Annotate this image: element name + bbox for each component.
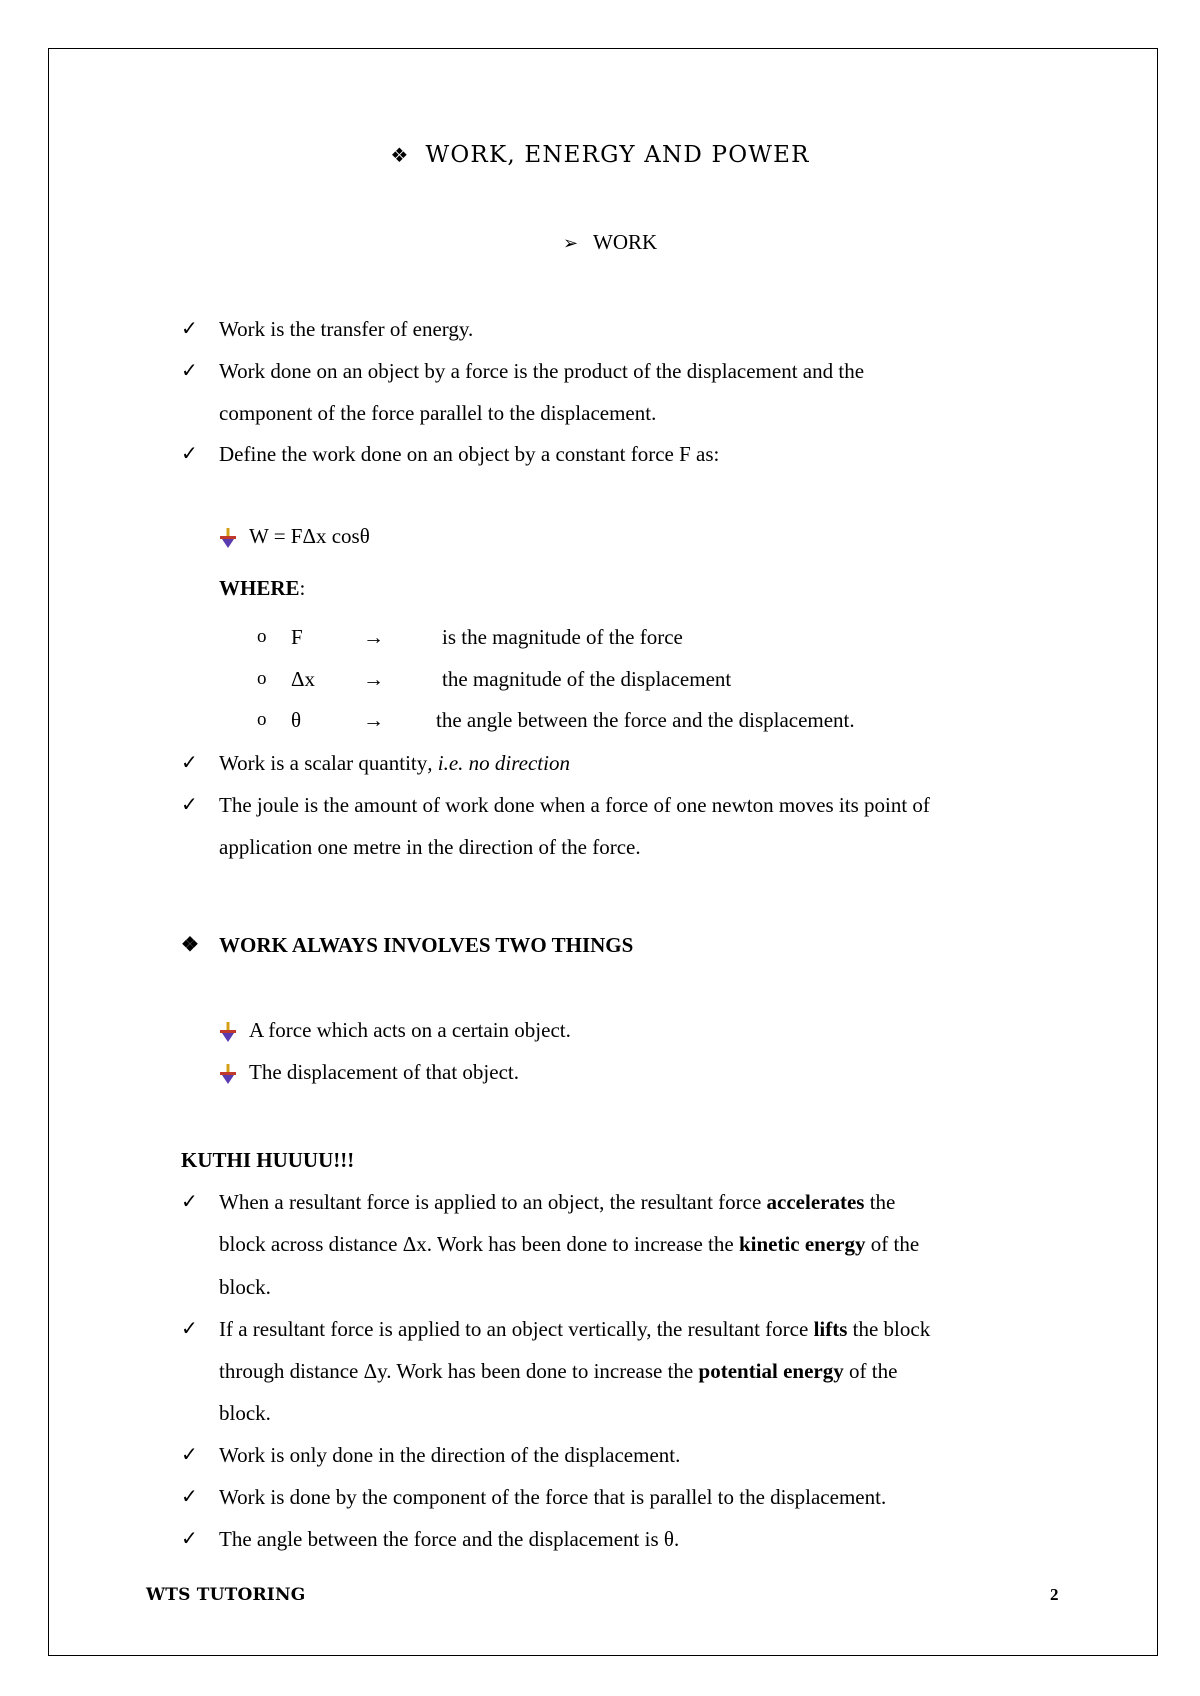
formula bbox=[219, 523, 370, 549]
checkmark-icon: ✓ bbox=[181, 318, 198, 340]
list-item-text bbox=[219, 1316, 930, 1342]
list-item bbox=[0, 750, 1200, 776]
list-item-continuation bbox=[0, 1400, 1200, 1426]
definition-text: the magnitude of the displacement bbox=[442, 667, 732, 691]
list-item bbox=[0, 1442, 1200, 1468]
section-heading-text: WORK bbox=[593, 230, 658, 254]
checkmark-icon: ✓ bbox=[181, 1486, 198, 1508]
section-heading-two-things bbox=[0, 932, 1200, 958]
checkmark-icon: ✓ bbox=[181, 752, 198, 774]
checkmark-icon: ✓ bbox=[181, 443, 198, 465]
checkmark-icon: ✓ bbox=[181, 1444, 198, 1466]
text-run: the block bbox=[847, 1317, 931, 1341]
where-label-text: WHERE bbox=[219, 576, 300, 600]
bold-term: accelerates bbox=[766, 1190, 865, 1214]
scalar-italic-text: , i.e. no direction bbox=[427, 751, 570, 775]
list-item bbox=[0, 1189, 1200, 1215]
list-item bbox=[0, 441, 1200, 467]
scalar-text: Work is a scalar quantity bbox=[219, 751, 428, 775]
list-item-continuation bbox=[0, 400, 1200, 426]
list-item-text: block. bbox=[219, 1275, 271, 1299]
text-run: of the bbox=[865, 1232, 920, 1256]
arrow-down-bullet-icon bbox=[219, 527, 237, 549]
definition-text: is the magnitude of the force bbox=[442, 625, 683, 649]
definition-row bbox=[0, 624, 1200, 650]
list-item-text bbox=[219, 750, 570, 776]
bold-term: potential energy bbox=[698, 1359, 844, 1383]
list-item-text: Work is the transfer of energy. bbox=[219, 317, 474, 341]
right-arrow-icon: → bbox=[363, 667, 384, 691]
list-item-text: component of the force parallel to the displacement. bbox=[219, 401, 657, 425]
list-item bbox=[219, 1017, 571, 1043]
list-item bbox=[0, 1526, 1200, 1552]
diamond-bullet-icon: ❖ bbox=[390, 143, 410, 167]
list-item-continuation bbox=[0, 1274, 1200, 1300]
list-item-text: application one metre in the direction of the force. bbox=[219, 835, 641, 859]
checkmark-icon: ✓ bbox=[181, 794, 198, 816]
list-item-text: Define the work done on an object by a constant force F as: bbox=[219, 442, 720, 466]
list-item bbox=[0, 1484, 1200, 1510]
list-item-text: Work is done by the component of the force that is parallel to the displacement. bbox=[219, 1485, 887, 1509]
section-heading-text: WORK ALWAYS INVOLVES TWO THINGS bbox=[219, 933, 634, 957]
right-arrow-icon: → bbox=[363, 708, 384, 732]
list-item-text: Work is only done in the direction of the displacement. bbox=[219, 1443, 681, 1467]
list-item bbox=[0, 1316, 1200, 1342]
list-item-text: The displacement of that object. bbox=[249, 1060, 519, 1084]
bold-term: lifts bbox=[813, 1317, 848, 1341]
diamond-bullet-icon: ❖ bbox=[181, 934, 199, 956]
list-item bbox=[0, 792, 1200, 818]
checkmark-icon: ✓ bbox=[181, 1318, 198, 1340]
text-run: the bbox=[864, 1190, 896, 1214]
arrow-down-bullet-icon bbox=[219, 1063, 237, 1085]
definition-symbol: θ bbox=[291, 708, 302, 732]
bold-term: kinetic energy bbox=[738, 1232, 866, 1256]
list-item-continuation bbox=[0, 834, 1200, 860]
list-item bbox=[0, 358, 1200, 384]
definition-symbol: Δx bbox=[291, 667, 316, 691]
right-arrow-icon: → bbox=[363, 625, 384, 649]
page-title bbox=[0, 142, 1200, 168]
arrowhead-bullet-icon: ➢ bbox=[563, 233, 579, 253]
arrow-down-bullet-icon bbox=[219, 1021, 237, 1043]
list-item-continuation bbox=[0, 1358, 1200, 1384]
circle-bullet-icon: o bbox=[257, 626, 267, 647]
page-number: 2 bbox=[1050, 1585, 1059, 1604]
definition-row bbox=[0, 666, 1200, 692]
kuthi-heading: KUTHI HUUUU!!! bbox=[181, 1148, 355, 1172]
formula-text: W = FΔx cosθ bbox=[249, 524, 370, 548]
list-item-text: Work done on an object by a force is the product of the displacement and the bbox=[219, 359, 865, 383]
list-item-text bbox=[219, 1189, 895, 1215]
where-label bbox=[219, 575, 305, 601]
list-item bbox=[0, 316, 1200, 342]
footer-brand: WTS TUTORING bbox=[146, 1585, 306, 1605]
definition-text: the angle between the force and the displacement. bbox=[436, 708, 855, 732]
text-run: If a resultant force is applied to an object vertically, the resultant force bbox=[219, 1317, 814, 1341]
checkmark-icon: ✓ bbox=[181, 1528, 198, 1550]
where-colon: : bbox=[299, 576, 306, 600]
text-run: of the bbox=[843, 1359, 898, 1383]
text-run: block across distance Δx. Work has been done to increase the bbox=[219, 1232, 739, 1256]
list-item-text: A force which acts on a certain object. bbox=[249, 1018, 571, 1042]
list-item-text: block. bbox=[219, 1401, 271, 1425]
definition-symbol: F bbox=[291, 625, 303, 649]
list-item-text bbox=[219, 1231, 919, 1257]
list-item-text: The angle between the force and the displacement is θ. bbox=[219, 1527, 680, 1551]
list-item-text: The joule is the amount of work done when a force of one newton moves its point of bbox=[219, 793, 930, 817]
list-item bbox=[219, 1059, 519, 1085]
checkmark-icon: ✓ bbox=[181, 1191, 198, 1213]
circle-bullet-icon: o bbox=[257, 668, 267, 689]
circle-bullet-icon: o bbox=[257, 709, 267, 730]
text-run: When a resultant force is applied to an object, the resultant force bbox=[219, 1190, 767, 1214]
list-item-continuation bbox=[0, 1231, 1200, 1257]
text-run: through distance Δy. Work has been done to increase the bbox=[219, 1359, 699, 1383]
checkmark-icon: ✓ bbox=[181, 360, 198, 382]
section-heading-work bbox=[563, 230, 657, 255]
definition-row bbox=[0, 707, 1200, 733]
list-item-text bbox=[219, 1358, 897, 1384]
page-title-text: WORK, ENERGY AND POWER bbox=[425, 142, 810, 168]
